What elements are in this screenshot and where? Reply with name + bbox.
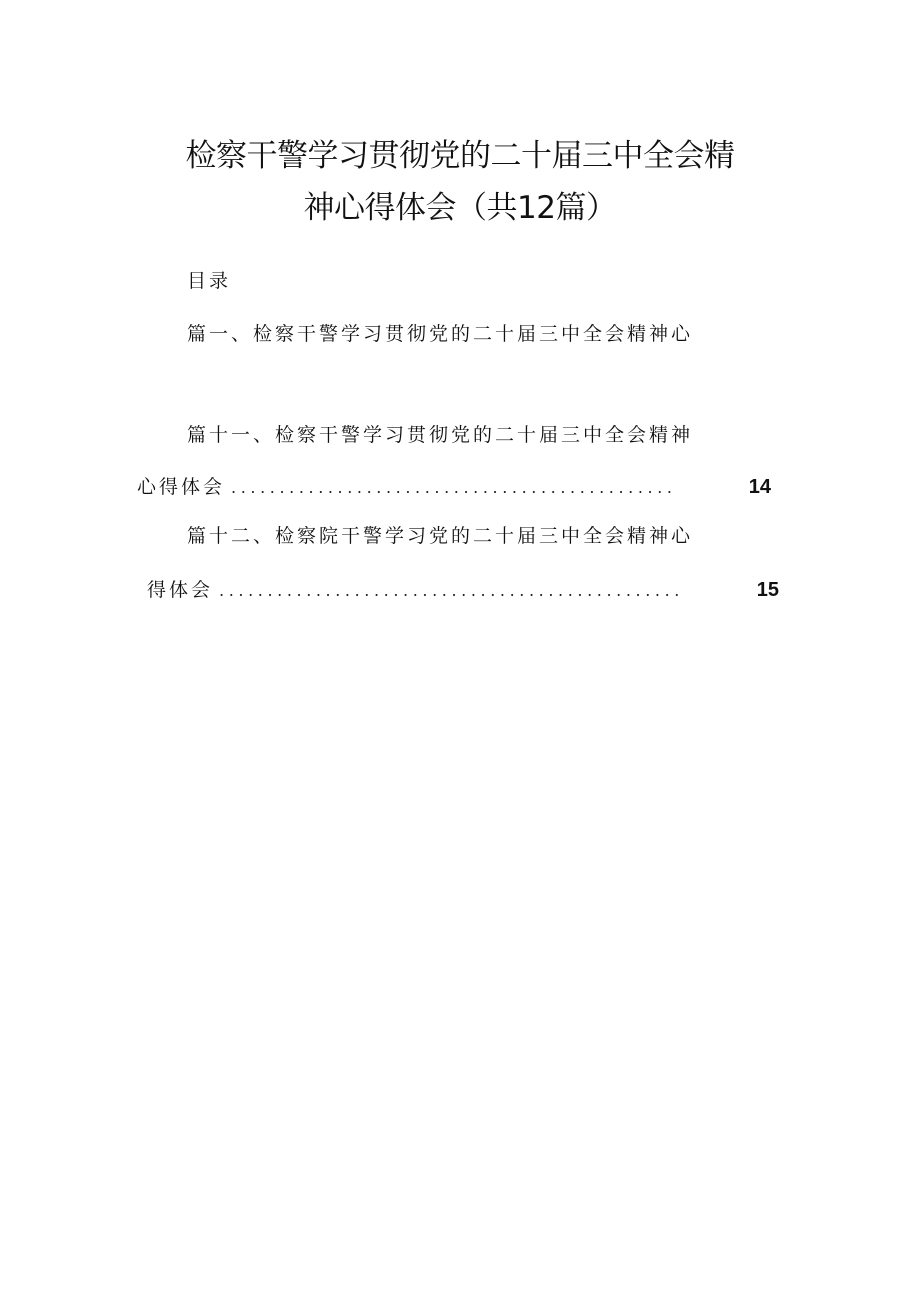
dot-leader: ..............................................	[231, 478, 677, 497]
toc-entry-12-text: 得体会	[147, 579, 214, 601]
toc-heading: 目录	[187, 270, 232, 292]
page-number: 14	[748, 476, 771, 498]
toc-entry-11-line-1[interactable]: 篇十一、检察干警学习贯彻党的二十届三中全会精神	[187, 424, 694, 446]
page-number: 15	[756, 579, 779, 601]
dot-leader: ................................................	[219, 581, 684, 600]
toc-entry-11-line-2[interactable]	[137, 473, 771, 502]
document-title-line-1: 检察干警学习贯彻党的二十届三中全会精	[185, 138, 735, 174]
toc-entry-1[interactable]: 篇一、检察干警学习贯彻党的二十届三中全会精神心	[187, 323, 694, 345]
toc-entry-11-text: 心得体会	[137, 476, 226, 498]
toc-entry-12-line-1[interactable]: 篇十二、检察院干警学习党的二十届三中全会精神心	[187, 525, 694, 547]
document-title-line-2: 神心得体会（共12篇）	[303, 190, 617, 226]
toc-entry-12-line-2[interactable]	[147, 576, 779, 605]
